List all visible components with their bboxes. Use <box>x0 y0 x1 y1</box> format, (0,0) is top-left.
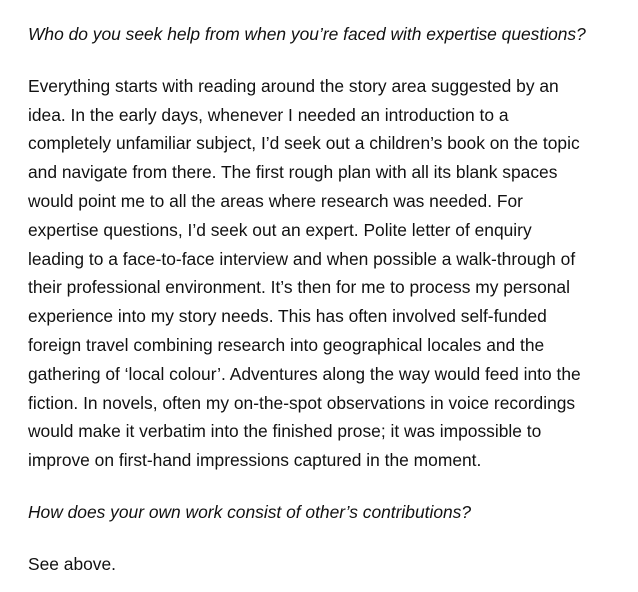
interview-question-2: How does your own work consist of other’s contributions? <box>28 501 472 522</box>
answer-1-line: leading to a face-to-face interview and when possible a walk-through of <box>28 248 576 269</box>
interview-question-1: Who do you seek help from when you’re faced with expertise questions? <box>28 24 586 44</box>
answer-1-line: would point me to all the areas where research was needed. For <box>28 190 523 211</box>
answer-1-line: Everything starts with reading around the story area suggested by an <box>28 75 559 96</box>
answer-1-line: expertise questions, I’d seek out an expert. Polite letter of enquiry <box>28 219 532 240</box>
interview-answer-1 <box>28 72 628 475</box>
article-body <box>28 20 628 579</box>
answer-1-line: fiction. In novels, often my on-the-spot observations in voice recordings <box>28 392 576 413</box>
answer-1-line: completely unfamiliar subject, I’d seek out a children’s book on the topic <box>28 133 580 154</box>
interview-answer-2: See above. <box>28 553 116 574</box>
answer-1-line: experience into my story needs. This has often involved self-funded <box>28 306 547 327</box>
answer-1-line: foreign travel combining research into geographical locales and the <box>28 334 545 355</box>
answer-1-line: their professional environment. It’s then for me to process my personal <box>28 277 570 298</box>
answer-1-line: improve on first-hand impressions captured in the moment. <box>28 450 482 471</box>
answer-1-line: gathering of ‘local colour’. Adventures along the way would feed into the <box>28 363 581 384</box>
answer-1-line: and navigate from there. The first rough plan with all its blank spaces <box>28 162 558 183</box>
answer-1-line: would make it verbatim into the finished prose; it was impossible to <box>28 421 542 442</box>
answer-1-line: idea. In the early days, whenever I needed an introduction to a <box>28 104 509 125</box>
